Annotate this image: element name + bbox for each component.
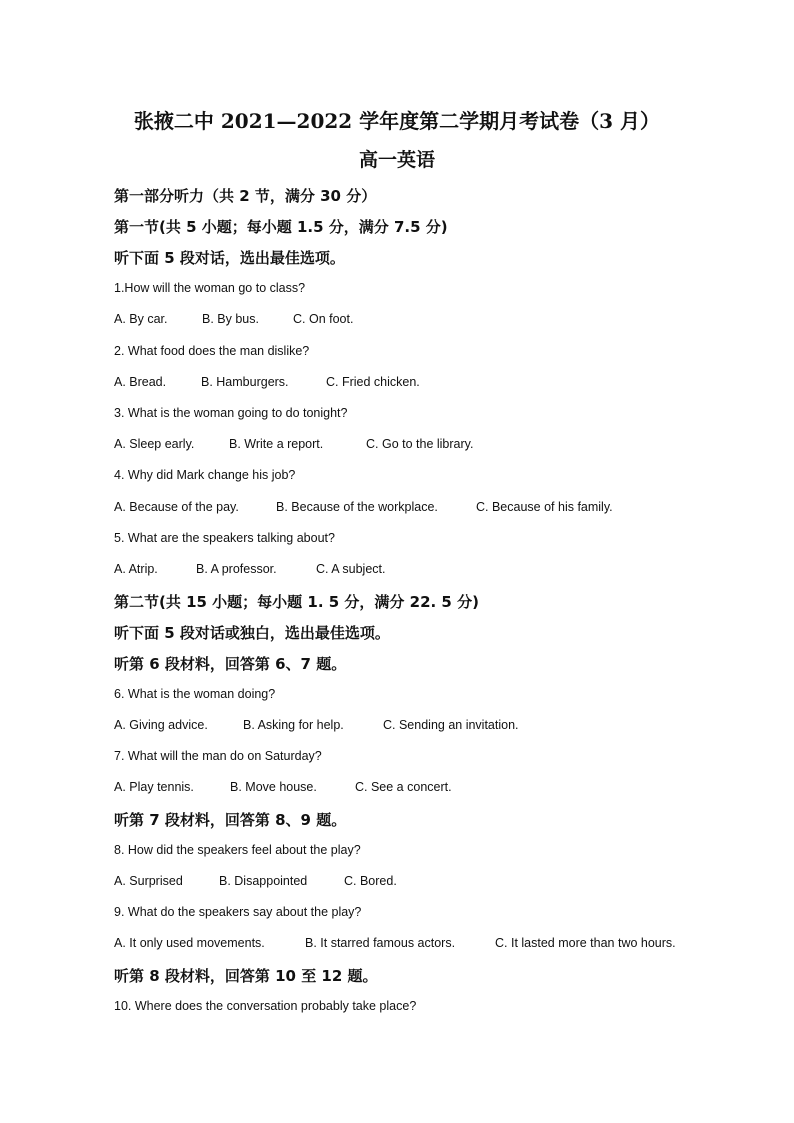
question-3-option-c: C. Go to the library. (366, 437, 474, 451)
section1-heading: 第一节(共 5 小题；每小题 1.5 分，满分 7.5 分) (114, 218, 448, 236)
question-6-option-b: B. Asking for help. (243, 718, 344, 732)
question-3-option-a: A. Sleep early. (114, 437, 195, 451)
part1-heading: 第一部分听力（共 2 节，满分 30 分） (114, 187, 377, 205)
question-1-option-c: C. On foot. (293, 312, 354, 326)
question-1-option-b: B. By bus. (202, 312, 259, 326)
question-4-option-b: B. Because of the workplace. (276, 500, 438, 514)
question-8-option-b: B. Disappointed (219, 874, 308, 888)
question-6-option-c: C. Sending an invitation. (383, 718, 519, 732)
page-subtitle: 高一英语 (358, 149, 435, 171)
question-9-option-b: B. It starred famous actors. (305, 936, 456, 950)
question-8: 8. How did the speakers feel about the play? (114, 843, 361, 857)
question-4-option-a: A. Because of the pay. (114, 500, 239, 514)
question-8-option-c: C. Bored. (344, 874, 397, 888)
material-8-heading: 听第 8 段材料，回答第 10 至 12 题。 (114, 967, 378, 985)
question-2-option-a: A. Bread. (114, 375, 167, 389)
question-2-option-c: C. Fried chicken. (326, 375, 420, 389)
question-5-option-a: A. Atrip. (114, 562, 158, 576)
question-10: 10. Where does the conversation probably take place? (114, 999, 417, 1013)
question-6-option-a: A. Giving advice. (114, 718, 208, 732)
section2-instruction: 听下面 5 段对话或独白，选出最佳选项。 (114, 624, 390, 642)
question-4: 4. Why did Mark change his job? (114, 468, 296, 482)
question-1-option-a: A. By car. (114, 312, 168, 326)
question-1: 1.How will the woman go to class? (114, 281, 306, 295)
question-7: 7. What will the man do on Saturday? (114, 749, 322, 763)
question-6: 6. What is the woman doing? (114, 687, 276, 701)
question-5: 5. What are the speakers talking about? (114, 531, 335, 545)
question-2: 2. What food does the man dislike? (114, 344, 310, 358)
question-7-option-b: B. Move house. (230, 780, 317, 794)
question-8-option-a: A. Surprised (114, 874, 183, 888)
question-9-option-a: A. It only used movements. (114, 936, 265, 950)
page-title: 张掖二中 2021—2022 学年度第二学期月考试卷（3 月） (133, 109, 661, 133)
material-6-heading: 听第 6 段材料，回答第 6、7 题。 (114, 655, 347, 673)
question-4-option-c: C. Because of his family. (476, 500, 613, 514)
section2-heading: 第二节(共 15 小题；每小题 1. 5 分，满分 22. 5 分) (114, 593, 479, 611)
question-5-option-c: C. A subject. (316, 562, 386, 576)
question-2-option-b: B. Hamburgers. (201, 375, 289, 389)
question-7-option-c: C. See a concert. (355, 780, 452, 794)
section1-instruction: 听下面 5 段对话，选出最佳选项。 (114, 249, 345, 267)
question-7-option-a: A. Play tennis. (114, 780, 194, 794)
material-7-heading: 听第 7 段材料，回答第 8、9 题。 (114, 811, 347, 829)
question-3-option-b: B. Write a report. (229, 437, 324, 451)
question-9: 9. What do the speakers say about the play? (114, 905, 362, 919)
question-9-option-c: C. It lasted more than two hours. (495, 936, 676, 950)
question-5-option-b: B. A professor. (196, 562, 277, 576)
question-3: 3. What is the woman going to do tonight? (114, 406, 348, 420)
